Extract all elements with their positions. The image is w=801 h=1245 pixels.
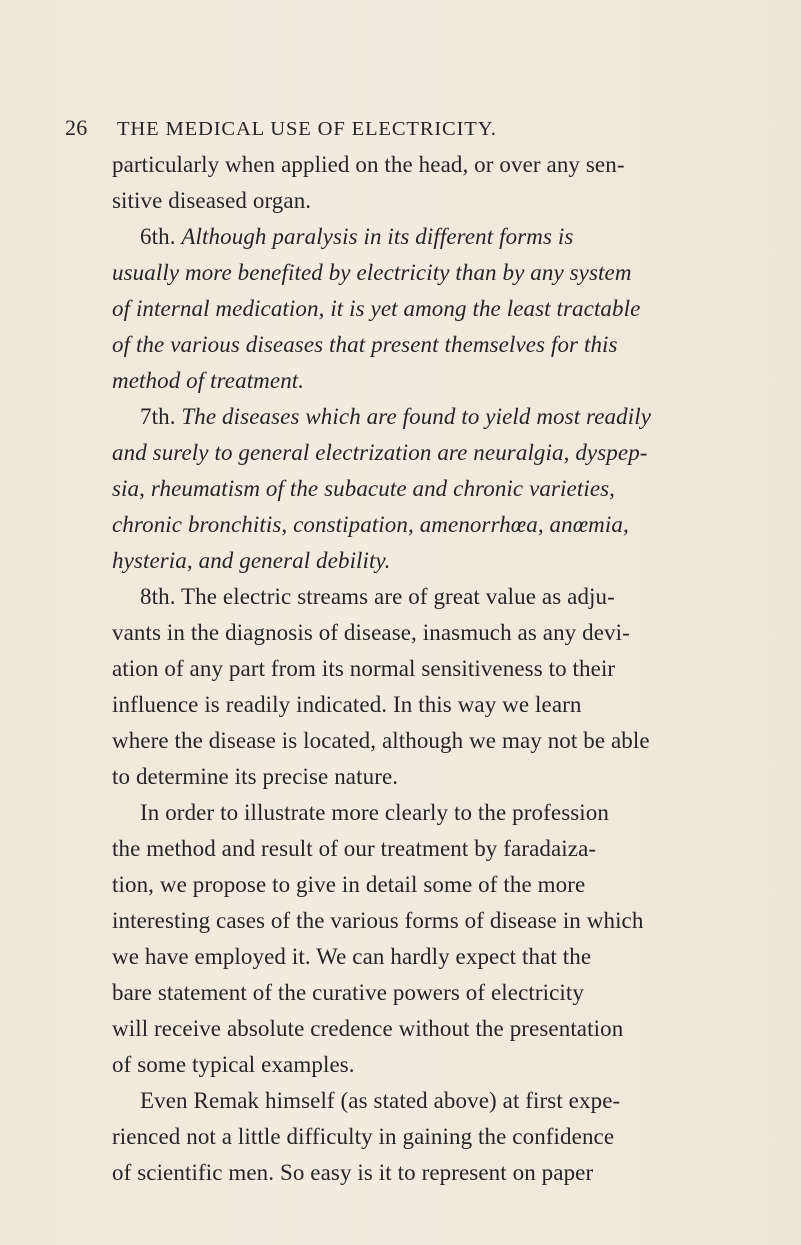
paragraph-sixth	[112, 219, 712, 255]
text-line: interesting cases of the various forms of disease in which	[112, 908, 644, 933]
text-line: of some typical examples.	[112, 1052, 355, 1077]
text-line: we have employed it. We can hardly expect that the	[112, 944, 592, 969]
text-line: method of treatment.	[112, 368, 305, 393]
text-line: sitive diseased organ.	[112, 188, 312, 213]
text-line: will receive absolute credence without the presentation	[112, 1016, 624, 1041]
text-line: of scientific men. So easy is it to represent on paper	[112, 1160, 594, 1185]
body-text	[112, 147, 712, 1191]
section-number-seventh: 7th.	[140, 404, 176, 429]
text-line: to determine its precise nature.	[112, 764, 399, 789]
text-line: ation of any part from its normal sensitiveness to their	[112, 656, 616, 681]
text-line: The diseases which are found to yield most readily	[181, 404, 652, 429]
text-line: chronic bronchitis, constipation, amenorrhœa, anœmia,	[112, 512, 629, 537]
text-line: vants in the diagnosis of disease, inasmuch as any devi-	[112, 620, 630, 645]
text-line: particularly when applied on the head, or over any sen-	[112, 152, 625, 177]
page-number: 26	[65, 115, 88, 140]
paragraph-seventh	[112, 399, 712, 435]
text-line: In order to illustrate more clearly to the profession	[140, 800, 609, 825]
text-line: of the various diseases that present themselves for this	[112, 332, 618, 357]
text-line: bare statement of the curative powers of electricity	[112, 980, 585, 1005]
text-line: Even Remak himself (as stated above) at first expe-	[140, 1088, 621, 1113]
text-line: and surely to general electrization are neuralgia, dyspep-	[112, 440, 648, 465]
header-title: THE MEDICAL USE OF ELECTRICITY.	[116, 118, 497, 140]
text-line: rienced not a little difficulty in gaining the confidence	[112, 1124, 615, 1149]
text-line: hysteria, and general debility.	[112, 548, 391, 573]
text-line: influence is readily indicated. In this way we learn	[112, 692, 582, 717]
section-number-sixth: 6th.	[140, 224, 176, 249]
text-line: where the disease is located, although we may not be able	[112, 728, 650, 753]
paragraph-eighth	[112, 579, 712, 615]
text-line: usually more benefited by electricity than by any system	[112, 260, 632, 285]
section-number-eighth: 8th.	[140, 584, 176, 609]
text-line: Although paralysis in its different forms is	[181, 224, 574, 249]
text-line: tion, we propose to give in detail some of the more	[112, 872, 586, 897]
text-line: the method and result of our treatment by faradaiza-	[112, 836, 597, 861]
text-line: of internal medication, it is yet among the least tractable	[112, 296, 641, 321]
text-line: sia, rheumatism of the subacute and chronic varieties,	[112, 476, 616, 501]
text-line: The electric streams are of great value as adju-	[180, 584, 615, 609]
running-head	[65, 113, 715, 143]
